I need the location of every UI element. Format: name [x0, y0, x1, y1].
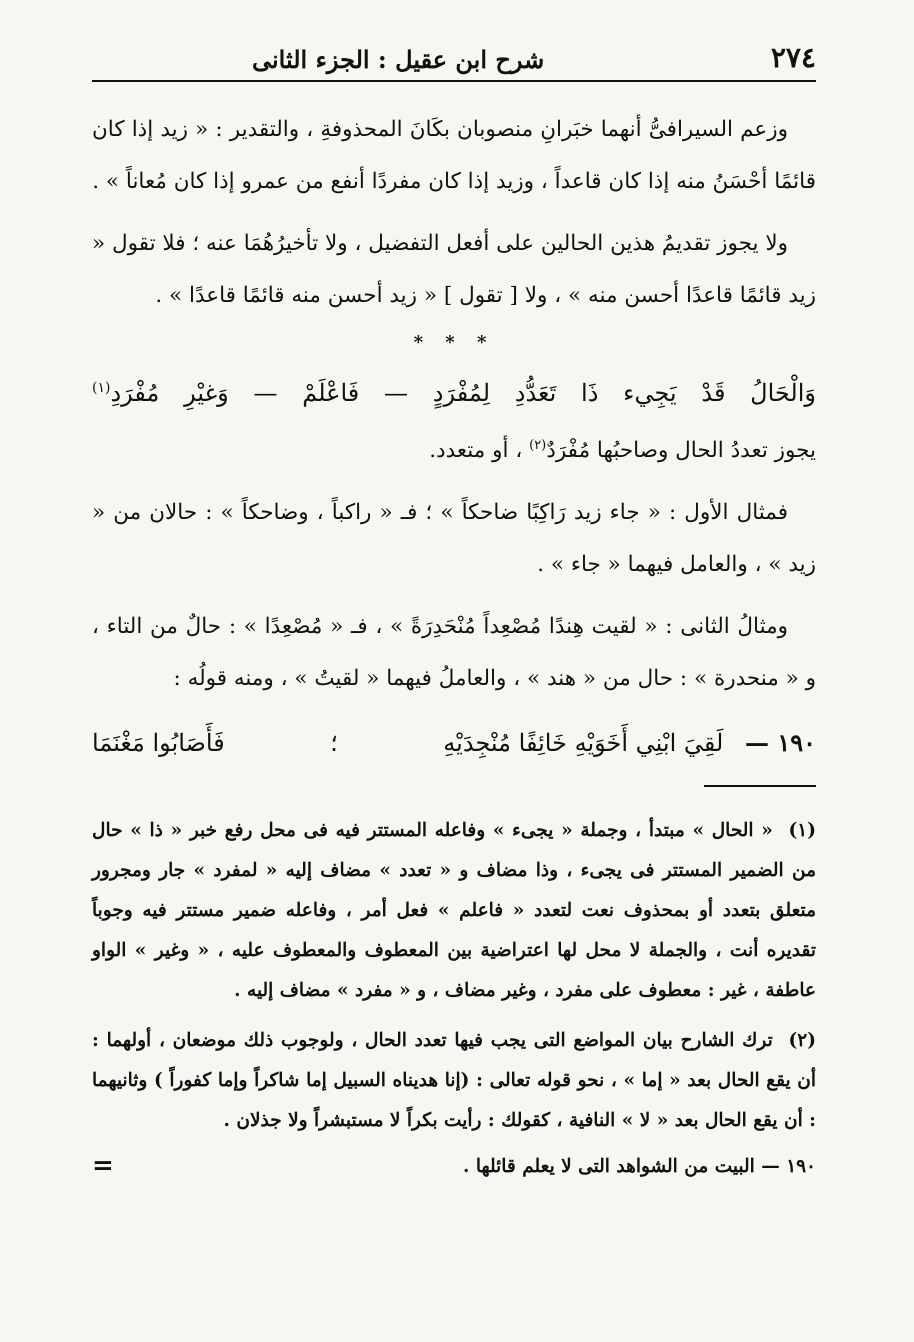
shahid-separator: ؛ — [330, 729, 338, 758]
page-number: ٢٧٤ — [770, 41, 816, 74]
footnote-2-text: ترك الشارح بيان المواضع التى يجب فيها تعدد الحال ، ولوجوب ذلك موضعان ، أولهما : أن يقع الحال بعد « إما » ، نحو قوله تعالى : (إنا هديناه السبيل إما شاكراً وإما كفوراً ) وثانيهما : أن يقع الحال بعد « لا » النافية ، كقولك : رأيت بكراً لا مستبشراً ولا جذلان . — [92, 1030, 816, 1132]
paragraph-multiple-hal-end: ، أو متعدد. — [429, 438, 523, 464]
continuation-mark: = — [92, 1151, 114, 1182]
footnote-1-number: (١) — [788, 820, 816, 842]
header-rule — [92, 80, 816, 82]
verse-text: وَالْحَالُ قَدْ يَجِيء ذَا تَعَدُّدِ لِمُفْرَدٍ — فَاعْلَمْ — وَغيْرِ مُفْرَدِ — [110, 379, 816, 407]
paragraph-multiple-hal — [92, 420, 816, 477]
shahid-note-line — [92, 1151, 816, 1181]
shahid-note: ١٩٠ — البيت من الشواهد التى لا يعلم قائلها . — [462, 1155, 816, 1177]
footnote-mark-2: (٢) — [529, 438, 547, 453]
shahid-verse — [92, 715, 816, 771]
shahid-first-part — [443, 715, 816, 771]
paragraph-multiple-hal-text: يجوز تعددُ الحال وصاحبُها مُفْرَدٌ — [546, 438, 816, 464]
paragraph-no-precedence: ولا يجوز تقديمُ هذين الحالين على أفعل التفضيل ، ولا تأخيرُهُمَا عنه ؛ فلا تقول « زيد قائمًا قاعدًا أحسن منه » ، ولا [ تقول ] « زيد أحسن منه قائمًا قاعدًا » . — [92, 231, 816, 308]
paragraph-first-example: فمثال الأول : « جاء زيد رَاكِبًا ضاحكاً » ؛ فـ « راكباً ، وضاحكاً » : حالان من « زيد » ، والعامل فيهما « جاء » . — [92, 500, 816, 578]
footnote-2-number: (٢) — [788, 1030, 816, 1052]
book-page — [92, 30, 816, 1302]
footnote-1 — [92, 811, 816, 1011]
paragraph-second-example: ومثالُ الثانى : « لقيت هِندًا مُصْعِداً مُنْحَدِرَةً » ، فـ « مُصْعِدًا » : حالٌ من التاء ، و « منحدرة » : حال من « هند » ، والعاملُ فيهما « لقيتُ » ، ومنه قولُه : — [92, 614, 816, 692]
shahid-number: ١٩٠ — — [744, 728, 816, 758]
running-title: شرح ابن عقيل : الجزء الثانى — [252, 45, 545, 74]
shahid-hemistich-1: لَقِيَ ابْنِي أَخَوَيْهِ خَائِفًا مُنْجِدَيْهِ — [443, 729, 724, 758]
footnote-rule — [704, 785, 816, 787]
footnote-2 — [92, 1021, 816, 1141]
paragraph-sirafi: وزعم السيرافىُّ أنهما خبَرانِ منصوبان بكَانَ المحذوفةِ ، والتقدير : « زيد إذا كان قائمًا أحْسَنُ منه إذا كان قاعداً ، وزيد إذا كان مفردًا أنفع من عمرو إذا كان مُعاناً » . — [92, 117, 816, 194]
page-header — [92, 30, 816, 74]
verse-footnote-mark: (١) — [92, 380, 111, 396]
section-separator: * * * — [413, 332, 495, 353]
footnote-1-text: « الحال » مبتدأ ، وجملة « يجىء » وفاعله المستتر فيه فى محل رفع خبر « ذا » حال من الضمير المستتر فى يجىء ، وذا مضاف و « تعدد » مضاف إليه « لمفرد » جار ومجرور متعلق بتعدد أو بمحذوف نعت لتعدد « فاعلم » فعل أمر ، وفاعله ضمير مستتر فيه وجوباً تقديره أنت ، والجملة لا محل لها اعتراضية بين المعطوف والمعطوف عليه ، « وغير » الواو عاطفة ، غير : معطوف على مفرد ، وغير مضاف ، و « مفرد » مضاف إليه . — [92, 820, 816, 1002]
alfiyya-verse — [92, 361, 816, 420]
shahid-hemistich-2: فَأَصَابُوا مَغْنَمَا — [92, 729, 225, 758]
